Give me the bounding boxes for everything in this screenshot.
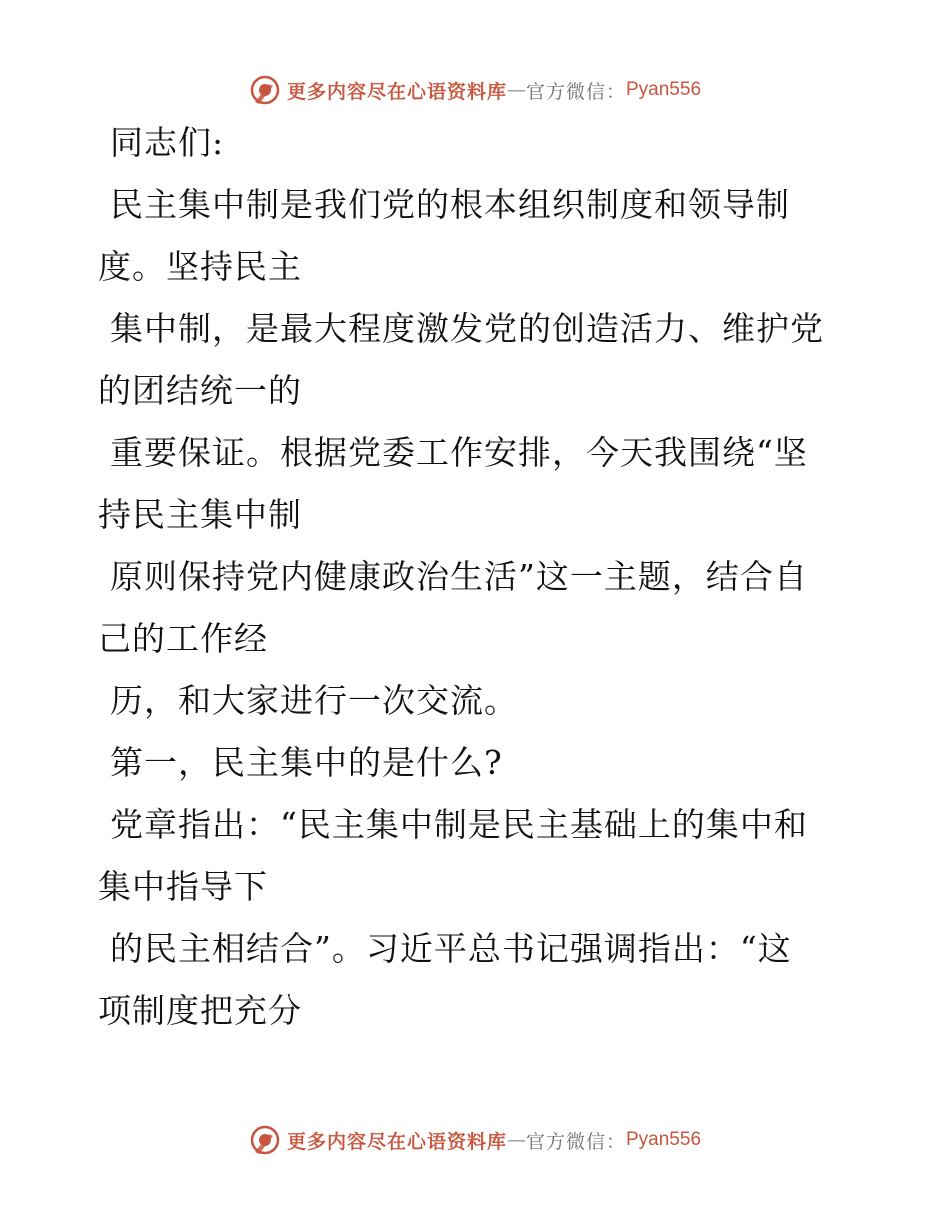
text-line: 度。坚持民主 <box>98 247 302 286</box>
footer-watermark <box>0 1120 950 1160</box>
text-line: 的团结统一的 <box>98 371 302 410</box>
document-body <box>98 112 838 1042</box>
pen-logo-icon <box>249 1124 281 1156</box>
text-line: 项制度把充分 <box>98 991 302 1030</box>
text-line: 同志们: <box>110 123 225 162</box>
text-line: 第一，民主集中的是什么? <box>110 743 503 782</box>
pen-logo-icon <box>249 74 281 106</box>
text-line: 重要保证。根据党委工作安排，今天我围绕“坚 <box>110 433 808 472</box>
text-line: 集中指导下 <box>98 867 268 906</box>
text-line: 的民主相结合”。习近平总书记强调指出：“这 <box>110 929 792 968</box>
watermark-sub-text: 官方微信： <box>525 80 626 103</box>
watermark-id: Pyan556 <box>626 79 702 100</box>
watermark-id: Pyan556 <box>626 1129 702 1150</box>
header-watermark <box>0 70 950 110</box>
text-line: 持民主集中制 <box>98 495 302 534</box>
text-line: 历，和大家进行一次交流。 <box>110 681 518 720</box>
text-line: 原则保持党内健康政治生活”这一主题，结合自 <box>110 557 808 596</box>
watermark-main-text: 更多内容尽在心语资料库 <box>286 80 507 103</box>
watermark-dash: — <box>506 79 526 101</box>
watermark-dash: — <box>506 1129 526 1151</box>
watermark-sub-text: 官方微信： <box>525 1130 626 1153</box>
text-line: 己的工作经 <box>98 619 268 658</box>
watermark-main-text: 更多内容尽在心语资料库 <box>286 1130 507 1153</box>
text-line: 民主集中制是我们党的根本组织制度和领导制 <box>110 185 790 224</box>
text-line: 党章指出：“民主集中制是民主基础上的集中和 <box>110 805 808 844</box>
text-line: 集中制，是最大程度激发党的创造活力、维护党 <box>110 309 824 348</box>
